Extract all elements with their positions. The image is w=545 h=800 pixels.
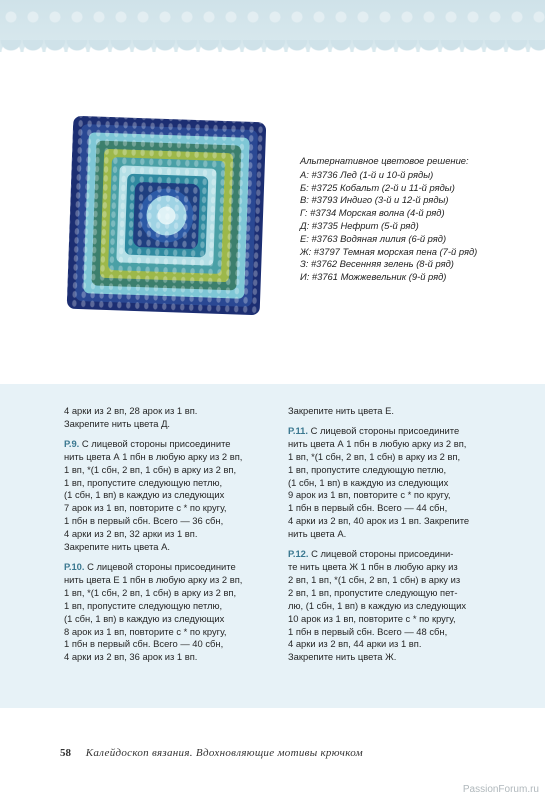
text-line: (1 сбн, 1 вп) в каждую из следующих xyxy=(64,612,225,624)
text-line: Закрепите нить цвета А. xyxy=(64,541,170,553)
row-11-instructions xyxy=(288,425,503,541)
color-item: И: #3761 Можжевельник (9-й ряд) xyxy=(300,271,447,283)
text-line: 2 вп, 1 вп, пропустите следующую пет- xyxy=(288,586,458,598)
instructions-left-column xyxy=(64,405,276,671)
text-line: С лицевой стороны присоедините xyxy=(307,424,460,436)
text-line: 1 пбн в первый сбн. Всего — 44 сбн, xyxy=(288,502,448,514)
text-line: 4 арки из 2 вп, 32 арки из 1 вп. xyxy=(64,528,198,540)
row-label: Р.10. xyxy=(64,560,85,572)
text-line: 1 вп, *(1 сбн, 2 вп, 1 сбн) в арку из 2 вп, xyxy=(64,586,237,598)
text-line: 8 арок из 1 вп, повторите с * по кругу, xyxy=(64,625,227,637)
text-line: 1 вп, пропустите следующую петлю, xyxy=(288,463,447,475)
row-label: Р.11. xyxy=(288,424,308,436)
text-line: нить цвета А 1 пбн в любую арку из 2 вп, xyxy=(64,450,243,462)
text-line: нить цвета Е 1 пбн в любую арку из 2 вп, xyxy=(64,573,243,585)
page-number: 58 xyxy=(60,747,71,759)
page-footer xyxy=(60,747,500,759)
text-line: нить цвета А 1 пбн в любую арку из 2 вп, xyxy=(288,437,467,449)
text-line: те нить цвета Ж 1 пбн в любую арку из xyxy=(288,560,458,572)
text-line: 1 пбн в первый сбн. Всего — 48 сбн, xyxy=(288,625,448,637)
color-item: З: #3762 Весенняя зелень (8-й ряд) xyxy=(300,258,454,270)
intro-paragraph xyxy=(288,405,503,418)
row-label: Р.12. xyxy=(288,548,309,560)
row-12-instructions xyxy=(288,548,503,664)
text-line: С лицевой стороны присоедините xyxy=(79,437,231,449)
text-line: 1 вп, *(1 сбн, 2 вп, 1 сбн) в арку из 2 вп, xyxy=(64,463,237,475)
text-line: 4 арки из 2 вп, 44 арки из 1 вп. xyxy=(288,638,422,650)
intro-paragraph xyxy=(64,405,276,431)
text-line: Закрепите нить цвета Ж. xyxy=(288,651,397,663)
text-line: 2 вп, 1 вп, *(1 сбн, 2 вп, 1 сбн) в арку из xyxy=(288,573,461,585)
row-9-instructions xyxy=(64,438,276,554)
decorative-lace-band xyxy=(0,0,545,52)
text-line: С лицевой стороны присоедини- xyxy=(308,548,454,560)
text-line: лю, (1 сбн, 1 вп) в каждую из следующих xyxy=(288,599,467,611)
color-item: Г: #3734 Морская волна (4-й ряд) xyxy=(300,207,445,219)
alt-colors-title: Альтернативное цветовое решение: xyxy=(300,155,469,166)
text-line: С лицевой стороны присоедините xyxy=(84,560,236,572)
color-item: Д: #3735 Нефрит (5-й ряд) xyxy=(300,219,419,231)
text-line: 4 арки из 2 вп, 40 арок из 1 вп. Закрепите xyxy=(288,515,470,527)
book-title: Калейдоскоп вязания. Вдохновляющие мотивы крючком xyxy=(85,747,363,759)
color-item: В: #3793 Индиго (3-й и 12-й ряды) xyxy=(300,194,449,206)
text-line: (1 сбн, 1 вп) в каждую из следующих xyxy=(288,476,449,488)
text-line: 1 пбн в первый сбн. Всего — 40 сбн, xyxy=(64,638,224,650)
alternative-color-list xyxy=(300,155,535,284)
text-line: 4 арки из 2 вп, 36 арок из 1 вп. xyxy=(64,651,198,663)
text-line: 10 арок из 1 вп, повторите с * по кругу, xyxy=(288,612,456,624)
text-line: 4 арки из 2 вп, 28 арок из 1 вп. xyxy=(64,405,198,416)
text-line: 1 вп, *(1 сбн, 2 вп, 1 сбн) в арку из 2 вп, xyxy=(288,450,461,462)
text-line: 1 пбн в первый сбн. Всего — 36 сбн, xyxy=(64,515,224,527)
watermark: PassionForum.ru xyxy=(462,784,539,795)
color-item: Е: #3763 Водяная лилия (6-й ряд) xyxy=(300,232,447,244)
text-line: 7 арок из 1 вп, повторите с * по кругу, xyxy=(64,502,227,514)
text-line: нить цвета А. xyxy=(288,528,347,540)
color-item: А: #3736 Лед (1-й и 10-й ряды) xyxy=(300,168,434,180)
crochet-square-photo xyxy=(64,113,269,318)
instructions-right-column xyxy=(288,405,503,671)
text-line: Закрепите нить цвета Д. xyxy=(64,417,171,429)
row-10-instructions xyxy=(64,561,276,664)
color-item: Б: #3725 Кобальт (2-й и 11-й ряды) xyxy=(300,181,455,193)
color-item: Ж: #3797 Темная морская пена (7-й ряд) xyxy=(300,245,478,257)
row-label: Р.9. xyxy=(64,437,80,449)
text-line: Закрепите нить цвета Е. xyxy=(288,405,394,416)
text-line: (1 сбн, 1 вп) в каждую из следующих xyxy=(64,489,225,501)
text-line: 1 вп, пропустите следующую петлю, xyxy=(64,476,223,488)
text-line: 9 арок из 1 вп, повторите с * по кругу, xyxy=(288,489,451,501)
text-line: 1 вп, пропустите следующую петлю, xyxy=(64,599,223,611)
